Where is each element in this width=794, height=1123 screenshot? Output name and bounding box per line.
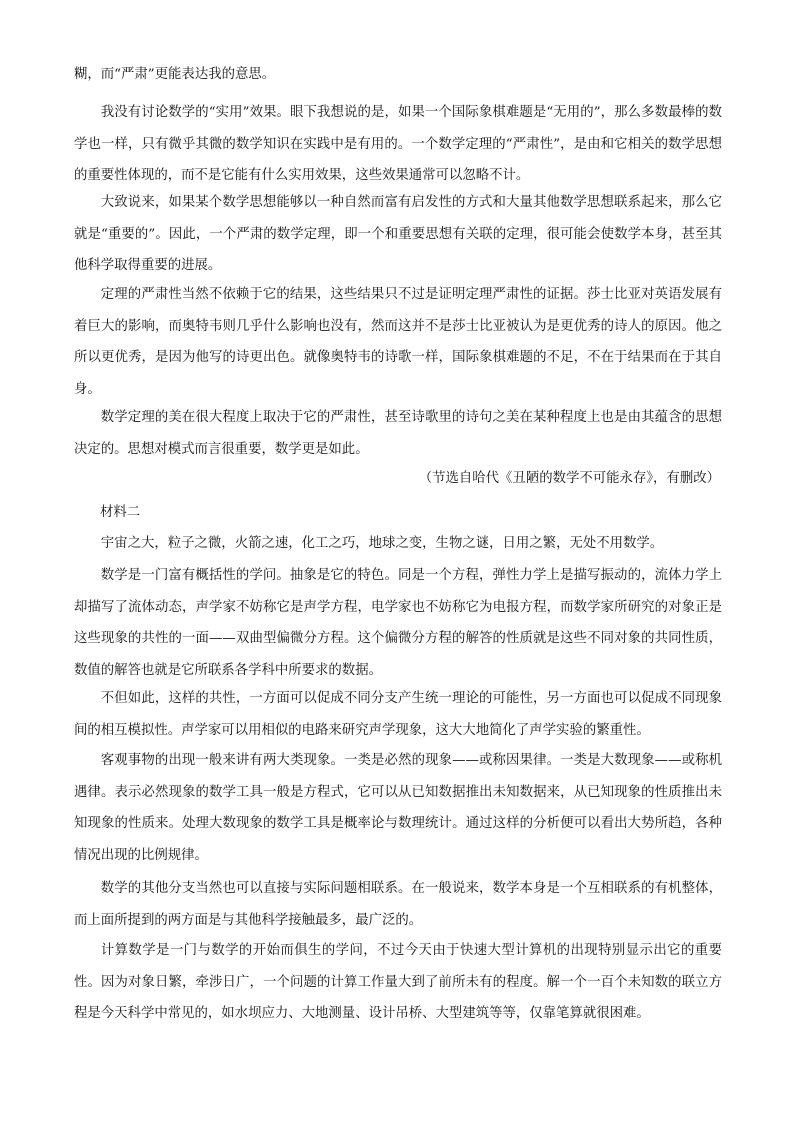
section-heading-material-two: 材料二: [100, 505, 141, 520]
paragraph-practical-effect: 我没有讨论数学的“实用”效果。眼下我想说的是，如果一个国际象棋难题是“无用的”，那么多数最棒的数学也一样，只有微乎其微的数学知识在实践中是有用的。一个数学定理的“严肃性”，是由和它相关的数学思想的重要性体现的，而不是它能有什么实用效果，这些效果通常可以忽略不计。: [74, 105, 722, 183]
source-citation: （节选自哈代《丑陋的数学不可能永存》，有删改）: [418, 471, 720, 486]
paragraph-computational: 计算数学是一门与数学的开始而俱生的学问，不过今天由于快速大型计算机的出现特别显示出它的重要性。因为对象日繁，牵涉日广，一个问题的计算工作量大到了前所未有的程度。解一个一百个未知数的联立方程是今天科学中常见的，如水坝应力、大地测量、设计吊桥、大型建筑等等，仅靠笔算就很困难。: [74, 943, 722, 1021]
paragraph-phenomena: 客观事物的出现一般来讲有两大类现象。一类是必然的现象——或称因果律。一类是大数现象——或称机遇律。表示必然现象的数学工具一般是方程式，它可以从已知数据推出未知数据来，从已知现象的性质推出未知现象的性质来。处理大数现象的数学工具是概率论与数理统计。通过这样的分析便可以看出大势所趋，各种情况出现的比例规律。: [74, 753, 722, 863]
paragraph-branches: 数学的其他分支当然也可以直接与实际问题相联系。在一般说来，数学本身是一个互相联系的有机整体，而上面所提到的两方面是与其他科学接触最多，最广泛的。: [74, 881, 722, 928]
paragraph-beauty: 数学定理的美在很大程度上取决于它的严肃性，甚至诗歌里的诗句之美在某种程度上也是由其蕴含的思想决定的。思想对模式而言很重要，数学更是如此。: [74, 410, 722, 457]
paragraph-continuation: 糊，而“严肃”更能表达我的意思。: [74, 67, 276, 82]
paragraph-importance: 大致说来，如果某个数学思想能够以一种自然而富有启发性的方式和大量其他数学思想联系起来，那么它就是“重要的”。因此，一个严肃的数学定理，即一个和重要思想有关联的定理，很可能会使数学本身，甚至其他科学取得重要的进展。: [74, 195, 722, 273]
paragraph-abstraction: 数学是一门富有概括性的学问。抽象是它的特色。同是一个方程，弹性力学上是描写振动的，流体力学上却描写了流体动态，声学家不妨称它是声学方程，电学家也不妨称它为电报方程，而数学家所研究的对象正是这些现象的共性的一面——双曲型偏微分方程。这个偏微分方程的解答的性质就是这些不同对象的共同性质，数值的解答也就是它所联系各学科中所要求的数据。: [74, 568, 722, 678]
paragraph-universe: 宇宙之大，粒子之微，火箭之速，化工之巧，地球之变，生物之谜，日用之繁，无处不用数学。: [100, 536, 664, 551]
paragraph-seriousness: 定理的严肃性当然不依赖于它的结果，这些结果只不过是证明定理严肃性的证据。莎士比亚对英语发展有着巨大的影响，而奥特韦则几乎什么影响也没有，然而这并不是莎士比亚被认为是更优秀的诗人的原因。他之所以更优秀，是因为他写的诗更出色。就像奥特韦的诗歌一样，国际象棋难题的不足，不在于结果而在于其自身。: [74, 287, 722, 397]
paragraph-commonality: 不但如此，这样的共性，一方面可以促成不同分支产生统一理论的可能性，另一方面也可以促成不同现象间的相互模拟性。声学家可以用相似的电路来研究声学现象，这大大地简化了声学实验的繁重性。: [74, 691, 722, 738]
